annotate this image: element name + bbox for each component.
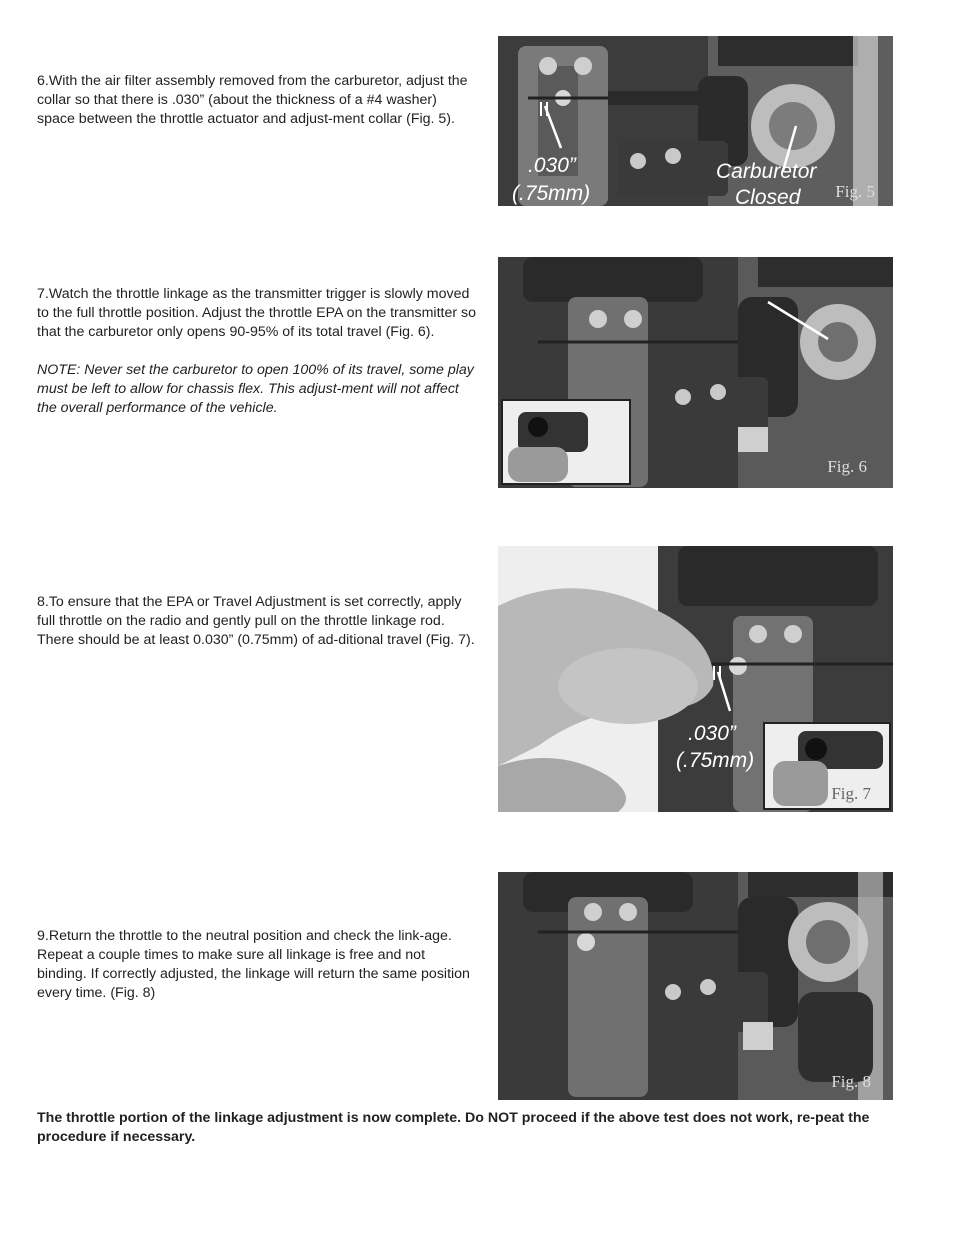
fig5-gap-label: .030” xyxy=(528,154,576,177)
step-8-text: 8.To ensure that the EPA or Travel Adjustment is set correctly, apply full throttle on the radio and gently pull on the throttle linkage rod. There should be at least 0.030” (0.75mm) of ad-ditional travel (Fig. 7). xyxy=(37,594,475,648)
step-7-text: 7.Watch the throttle linkage as the transmitter trigger is slowly moved to the full throttle position. Adjust the throttle EPA on the transmitter so that the carburetor only opens 90-95% of its total travel (Fig. 6). xyxy=(37,286,476,340)
figure-5-photo xyxy=(498,36,893,206)
step-6 xyxy=(37,72,477,129)
fig7-caption: Fig. 7 xyxy=(831,784,871,803)
fig8-caption: Fig. 8 xyxy=(831,1072,871,1091)
step-9-text: 9.Return the throttle to the neutral position and check the link-age. Repeat a couple times to make sure all linkage is free and not binding. If correctly adjusted, the linkage will return the same position every time. (Fig. 8) xyxy=(37,928,470,1001)
fig6-caption: Fig. 6 xyxy=(827,457,867,476)
fig7-gap-label: .030” xyxy=(688,722,736,745)
figure-7-photo xyxy=(498,546,893,812)
figure-8-photo xyxy=(498,872,893,1100)
step-9 xyxy=(37,927,477,1003)
fig5-carburetor-label: Carburetor xyxy=(716,160,817,183)
fig5-caption: Fig. 5 xyxy=(835,182,875,201)
fig5-gap-mm-label: (.75mm) xyxy=(512,182,591,205)
step-7 xyxy=(37,285,477,418)
fig7-gap-mm-label: (.75mm) xyxy=(676,749,755,772)
step-7-note: NOTE: Never set the carburetor to open 100% of its travel, some play must be left to allow for chassis flex. This adjust-ment will not affect the overall performance of the vehicle. xyxy=(37,362,474,416)
step-6-text: 6.With the air filter assembly removed from the carburetor, adjust the collar so that there is .030” (about the thickness of a #4 washer) space between the throttle actuator and adjust-ment collar (Fig. 5). xyxy=(37,73,468,127)
step-8 xyxy=(37,593,477,650)
figure-6-photo xyxy=(498,257,893,488)
completion-notice: The throttle portion of the linkage adjustment is now complete. Do NOT proceed if the above test does not work, re-peat the procedure if necessary. xyxy=(37,1110,870,1145)
fig5-closed-label: Closed xyxy=(735,186,801,206)
